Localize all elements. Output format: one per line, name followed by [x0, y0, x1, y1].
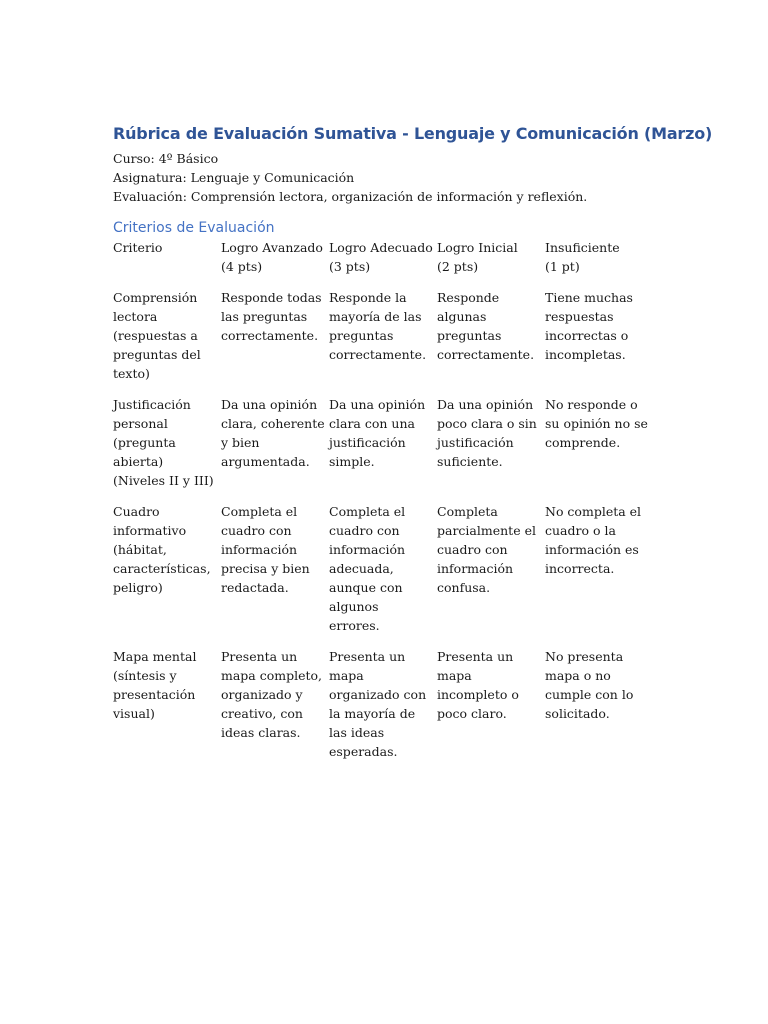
header-insuficiente: [545, 238, 658, 288]
cell-adecuado: Da una opinión clara con una justificación simple.: [329, 397, 426, 469]
cell-inicial: Da una opinión poco clara o sin justificación suficiente.: [437, 397, 537, 469]
table-row: [113, 395, 658, 502]
rubric-table: [113, 238, 658, 773]
cell-insuficiente: Tiene muchas respuestas incorrectas o incompletas.: [545, 290, 633, 362]
cell-inicial: Presenta un mapa incompleto o poco claro.: [437, 649, 519, 721]
header-points: (1 pt): [545, 259, 580, 274]
table-row: [113, 502, 658, 647]
cell-criterio: Justificación personal (pregunta abierta) (Niveles II y III): [113, 397, 214, 488]
cell-avanzado: Responde todas las preguntas correctamente.: [221, 290, 322, 343]
rubric-table-body: [113, 288, 658, 773]
cell-insuficiente: No presenta mapa o no cumple con lo solicitado.: [545, 649, 634, 721]
header-label: Logro Adecuado: [329, 240, 433, 255]
header-points: (4 pts): [221, 259, 263, 274]
cell-insuficiente: No responde o su opinión no se comprende.: [545, 397, 648, 450]
cell-adecuado: Completa el cuadro con información adecuada, aunque con algunos errores.: [329, 504, 406, 633]
cell-adecuado: Responde la mayoría de las preguntas correctamente.: [329, 290, 427, 362]
header-label: Logro Inicial: [437, 240, 518, 255]
cell-adecuado: Presenta un mapa organizado con la mayoría de las ideas esperadas.: [329, 649, 427, 759]
table-row: [113, 647, 658, 773]
cell-avanzado: Da una opinión clara, coherente y bien argumentada.: [221, 397, 325, 469]
cell-criterio: Mapa mental (síntesis y presentación visual): [113, 649, 197, 721]
header-label: Criterio: [113, 240, 163, 255]
table-row: [113, 288, 658, 395]
header-points: (2 pts): [437, 259, 479, 274]
asignatura-line: Asignatura: Lenguaje y Comunicación: [113, 170, 355, 185]
curso-line: Curso: 4º Básico: [113, 151, 219, 166]
header-label: Logro Avanzado: [221, 240, 323, 255]
header-points: (3 pts): [329, 259, 371, 274]
cell-inicial: Completa parcialmente el cuadro con información confusa.: [437, 504, 536, 595]
document-page: [113, 124, 713, 773]
header-criterio: [113, 238, 221, 288]
header-logro-inicial: [437, 238, 545, 288]
header-logro-adecuado: [329, 238, 437, 288]
section-title-criterios: Criterios de Evaluación: [113, 220, 275, 236]
header-row: [113, 238, 658, 288]
cell-criterio: Comprensión lectora (respuestas a preguntas del texto): [113, 290, 201, 381]
cell-insuficiente: No completa el cuadro o la información es incorrecta.: [545, 504, 642, 576]
rubric-table-header: [113, 238, 658, 288]
evaluacion-line: Evaluación: Comprensión lectora, organización de información y reflexión.: [113, 189, 588, 204]
cell-criterio: Cuadro informativo (hábitat, características, peligro): [113, 504, 211, 595]
cell-avanzado: Completa el cuadro con información precisa y bien redactada.: [221, 504, 310, 595]
cell-avanzado: Presenta un mapa completo, organizado y creativo, con ideas claras.: [221, 649, 323, 740]
header-logro-avanzado: [221, 238, 329, 288]
cell-inicial: Responde algunas preguntas correctamente.: [437, 290, 535, 362]
header-label: Insuficiente: [545, 240, 620, 255]
document-title: Rúbrica de Evaluación Sumativa - Lenguaje y Comunicación (Marzo): [113, 124, 713, 143]
